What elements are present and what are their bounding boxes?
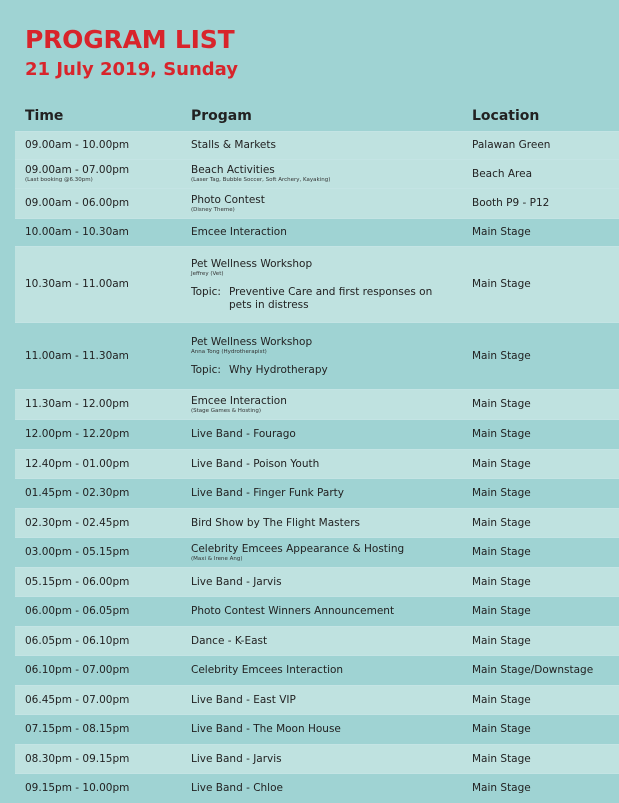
time-cell — [25, 656, 185, 685]
program-cell — [191, 597, 471, 626]
time-text: 12.00pm - 12.20pm — [25, 428, 130, 440]
location-text: Main Stage — [472, 349, 531, 362]
time-cell — [25, 686, 185, 714]
table-row — [15, 389, 619, 419]
location-text: Main Stage — [472, 575, 531, 588]
program-name: Emcee Interaction — [191, 394, 287, 407]
location-cell — [472, 774, 619, 803]
program-cell — [191, 160, 471, 188]
program-name: Emcee Interaction — [191, 226, 287, 238]
program-cell — [191, 745, 471, 773]
location-cell — [472, 479, 619, 508]
time-cell — [25, 479, 185, 508]
program-name: Photo Contest — [191, 193, 265, 206]
location-text: Palawan Green — [472, 139, 551, 151]
topic-line — [191, 286, 471, 312]
program-name: Live Band - Poison Youth — [191, 457, 320, 470]
location-text: Main Stage — [472, 605, 531, 617]
time-text: 12.40pm - 01.00pm — [25, 457, 130, 470]
header-location: Location — [472, 108, 540, 124]
location-text: Main Stage — [472, 457, 531, 470]
time-text: 08.30pm - 09.15pm — [25, 752, 130, 765]
location-cell — [472, 745, 619, 773]
table-row — [15, 188, 619, 218]
location-cell — [472, 132, 619, 159]
location-text: Main Stage — [472, 693, 531, 706]
program-cell — [191, 774, 471, 803]
program-name: Celebrity Emcees Interaction — [191, 664, 344, 676]
time-text: 09.00am - 07.00pm — [25, 164, 130, 176]
table-row — [15, 596, 619, 626]
program-name: Live Band - The Moon House — [191, 723, 341, 735]
location-cell — [472, 597, 619, 626]
location-text: Main Stage — [472, 487, 531, 499]
location-text: Main Stage — [472, 428, 531, 440]
topic-label: Topic: — [191, 363, 221, 376]
program-name: Dance - K-East — [191, 634, 268, 647]
time-cell — [25, 715, 185, 744]
topic-label: Topic: — [191, 285, 221, 298]
table-row — [15, 744, 619, 773]
table-row — [15, 655, 619, 685]
topic-text: Why Hydrotherapy — [229, 363, 328, 376]
program-table — [15, 131, 619, 803]
time-cell — [25, 390, 185, 419]
location-cell — [472, 509, 619, 537]
location-cell — [472, 538, 619, 567]
location-text: Main Stage — [472, 398, 531, 410]
program-name: Live Band - Finger Funk Party — [191, 487, 344, 499]
program-cell — [191, 686, 471, 714]
time-text: 11.00am - 11.30am — [25, 349, 129, 362]
time-cell — [25, 450, 185, 478]
program-name: Bird Show by The Flight Masters — [191, 516, 360, 529]
location-cell — [472, 189, 619, 218]
table-row — [15, 478, 619, 508]
table-row — [15, 508, 619, 537]
time-text: 03.00pm - 05.15pm — [25, 546, 130, 558]
program-note: (Disney Theme) — [191, 206, 235, 213]
program-name: Live Band - Jarvis — [191, 575, 282, 588]
program-cell — [191, 538, 471, 567]
location-text: Main Stage — [472, 634, 531, 647]
time-cell — [25, 132, 185, 159]
time-cell — [25, 774, 185, 803]
page-title: PROGRAM LIST — [25, 25, 235, 54]
program-note: Jeffrey (Vet) — [191, 270, 224, 277]
time-note: (Last booking @6.30pm) — [25, 177, 93, 183]
program-cell — [191, 132, 471, 159]
time-text: 06.45pm - 07.00pm — [25, 693, 130, 706]
header-program: Progam — [191, 108, 252, 124]
table-header — [25, 108, 605, 128]
time-cell — [25, 745, 185, 773]
time-text: 10.30am - 11.00am — [25, 278, 129, 290]
program-cell — [191, 420, 471, 449]
table-row — [15, 685, 619, 714]
program-name: Live Band - Jarvis — [191, 752, 282, 765]
time-text: 09.15pm - 10.00pm — [25, 782, 130, 794]
location-text: Main Stage — [472, 546, 531, 558]
time-text: 10.00am - 10.30am — [25, 226, 129, 238]
program-note: (Stage Games & Hosting) — [191, 407, 261, 414]
table-row — [15, 419, 619, 449]
program-name: Live Band - Chloe — [191, 782, 283, 794]
program-name: Pet Wellness Workshop — [191, 257, 313, 270]
location-text: Main Stage — [472, 723, 531, 735]
program-name: Stalls & Markets — [191, 139, 276, 151]
program-cell — [191, 509, 471, 537]
program-note: (Maxi & Irene Ang) — [191, 555, 243, 562]
time-text: 09.00am - 10.00pm — [25, 139, 130, 151]
program-name: Pet Wellness Workshop — [191, 335, 313, 348]
location-cell — [472, 656, 619, 685]
time-text: 01.45pm - 02.30pm — [25, 487, 130, 499]
time-cell — [25, 323, 185, 389]
table-row — [15, 773, 619, 803]
location-text: Main Stage — [472, 226, 531, 238]
location-cell — [472, 247, 619, 322]
program-cell — [191, 323, 471, 389]
time-cell — [25, 420, 185, 449]
location-text: Booth P9 - P12 — [472, 197, 550, 209]
program-cell — [191, 568, 471, 596]
location-text: Beach Area — [472, 167, 533, 180]
program-cell — [191, 219, 471, 246]
table-row — [15, 449, 619, 478]
program-cell — [191, 479, 471, 508]
program-cell — [191, 247, 471, 322]
event-date: 21 July 2019, Sunday — [25, 59, 239, 80]
location-text: Main Stage/Downstage — [472, 664, 594, 676]
time-cell — [25, 189, 185, 218]
table-row — [15, 714, 619, 744]
table-row — [15, 246, 619, 322]
location-cell — [472, 420, 619, 449]
program-cell — [191, 189, 471, 218]
time-cell — [25, 219, 185, 246]
time-text: 09.00am - 06.00pm — [25, 197, 130, 209]
location-cell — [472, 715, 619, 744]
time-text: 02.30pm - 02.45pm — [25, 516, 130, 529]
location-cell — [472, 160, 619, 188]
topic-text: Preventive Care and first responses on pets in distress — [229, 285, 433, 311]
time-cell — [25, 509, 185, 537]
time-cell — [25, 160, 185, 188]
table-row — [15, 159, 619, 188]
time-cell — [25, 538, 185, 567]
table-row — [15, 567, 619, 596]
time-text: 11.30am - 12.00pm — [25, 398, 130, 410]
location-text: Main Stage — [472, 752, 531, 765]
program-note: (Laser Tag, Bubble Soccer, Soft Archery, Kayaking) — [191, 177, 331, 183]
time-cell — [25, 597, 185, 626]
table-row — [15, 322, 619, 389]
program-cell — [191, 390, 471, 419]
time-cell — [25, 568, 185, 596]
location-cell — [472, 686, 619, 714]
program-name: Photo Contest Winners Announcement — [191, 605, 395, 617]
time-text: 05.15pm - 06.00pm — [25, 575, 130, 588]
location-cell — [472, 390, 619, 419]
program-note: Anna Tong (Hydrotherapist) — [191, 348, 267, 355]
program-cell — [191, 656, 471, 685]
header-time: Time — [25, 108, 64, 124]
topic-line — [191, 364, 471, 377]
time-text: 07.15pm - 08.15pm — [25, 723, 130, 735]
location-cell — [472, 219, 619, 246]
time-cell — [25, 627, 185, 655]
time-text: 06.00pm - 06.05pm — [25, 605, 130, 617]
table-row — [15, 218, 619, 246]
location-text: Main Stage — [472, 782, 531, 794]
location-cell — [472, 568, 619, 596]
program-name: Beach Activities — [191, 164, 275, 176]
location-text: Main Stage — [472, 516, 531, 529]
table-row — [15, 626, 619, 655]
table-row — [15, 131, 619, 159]
table-row — [15, 537, 619, 567]
program-cell — [191, 715, 471, 744]
program-cell — [191, 450, 471, 478]
program-cell — [191, 627, 471, 655]
location-text: Main Stage — [472, 278, 531, 290]
location-cell — [472, 323, 619, 389]
time-text: 06.05pm - 06.10pm — [25, 634, 130, 647]
program-name: Celebrity Emcees Appearance & Hosting — [191, 542, 405, 555]
program-name: Live Band - East VIP — [191, 693, 296, 706]
program-name: Live Band - Fourago — [191, 428, 296, 440]
time-cell — [25, 247, 185, 322]
location-cell — [472, 450, 619, 478]
location-cell — [472, 627, 619, 655]
time-text: 06.10pm - 07.00pm — [25, 664, 130, 676]
